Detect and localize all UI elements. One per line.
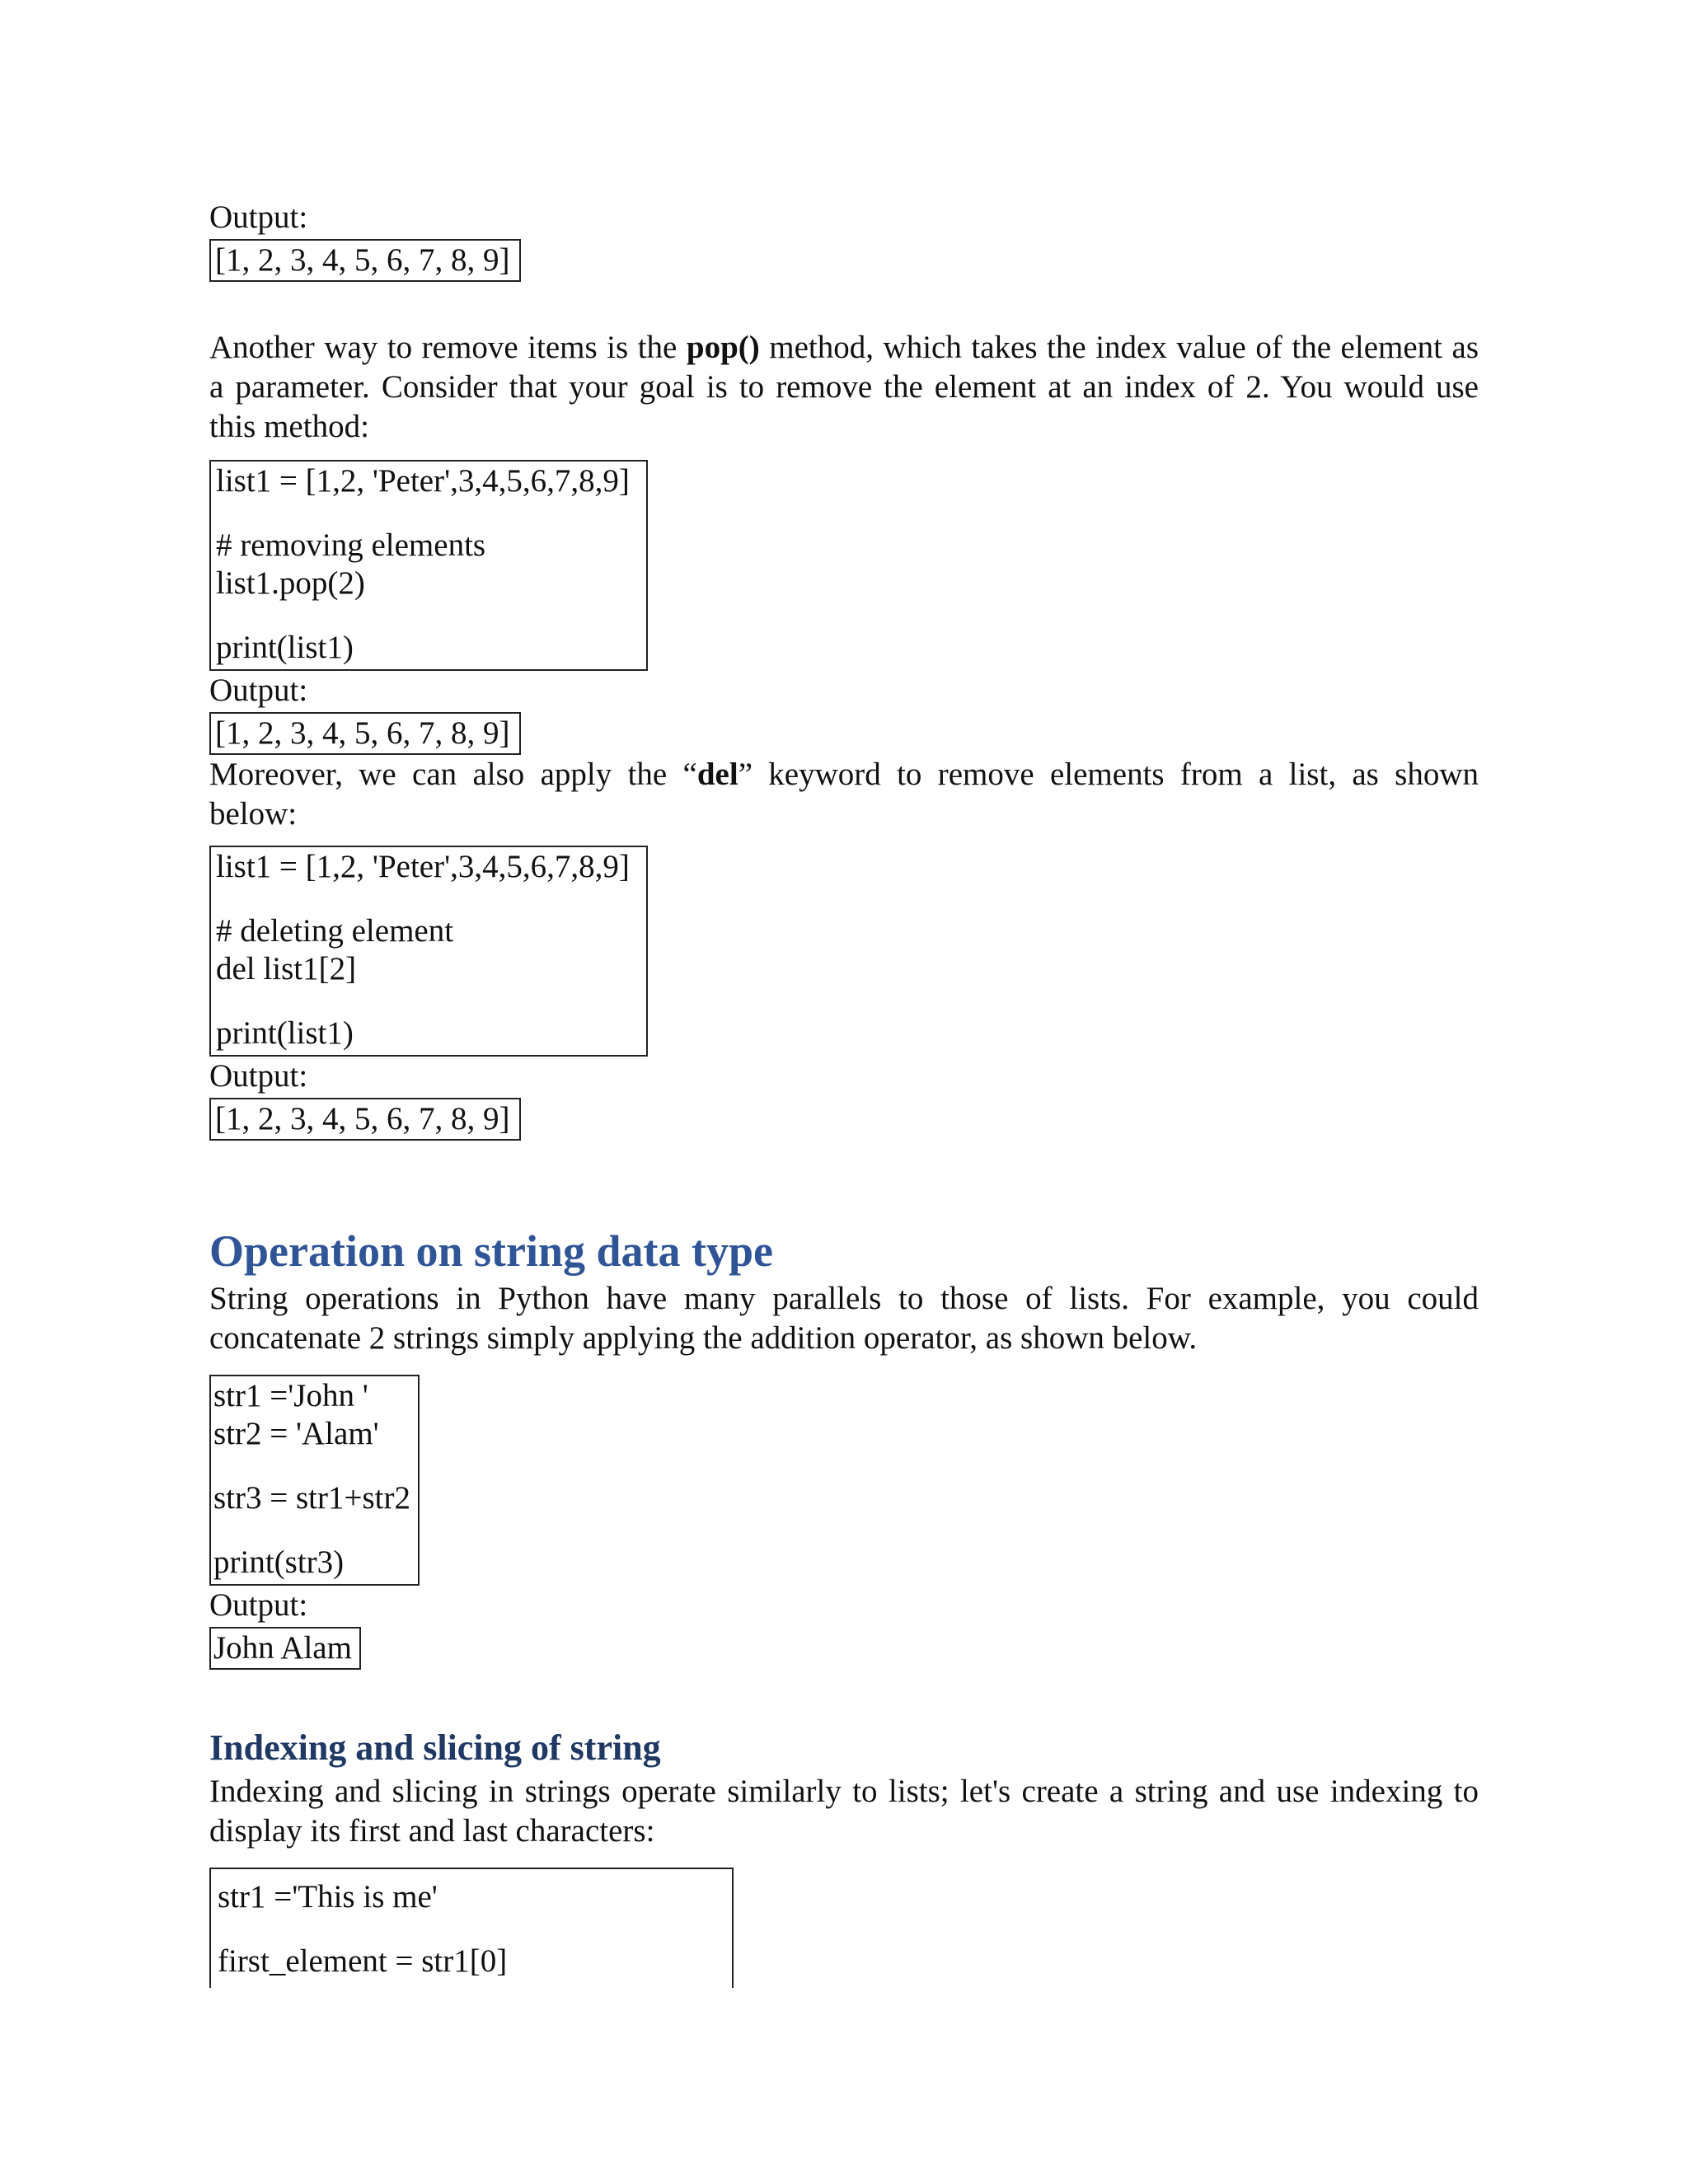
del-code-box — [209, 846, 648, 1057]
pop-para-text-b: method, which takes the index value of the element as — [759, 330, 1479, 365]
slicing-paragraph-line1: Indexing and slicing in strings operate similarly to lists; let's create a string and use indexing to — [209, 1774, 1479, 1809]
code-line: # deleting element — [216, 913, 454, 949]
output-label: Output: — [209, 1587, 308, 1623]
pop-code-box — [209, 460, 648, 671]
subsection-heading: Indexing and slicing of string — [209, 1727, 661, 1768]
output-value: [1, 2, 3, 4, 5, 6, 7, 8, 9] — [215, 1101, 510, 1137]
code-line: # removing elements — [216, 527, 486, 563]
code-line: print(list1) — [216, 630, 354, 665]
string-paragraph-line2: concatenate 2 strings simply applying the addition operator, as shown below. — [209, 1320, 1198, 1356]
del-paragraph-line1 — [209, 755, 1479, 794]
output-value: [1, 2, 3, 4, 5, 6, 7, 8, 9] — [215, 715, 510, 751]
output-box — [209, 239, 521, 282]
del-para-text-b: ” keyword to remove elements from a list, as shown — [738, 757, 1479, 792]
code-line: str2 = 'Alam' — [213, 1416, 379, 1451]
pop-method-name: pop() — [686, 330, 760, 365]
code-line: del list1[2] — [216, 951, 357, 987]
del-keyword: del — [696, 757, 738, 792]
code-line: first_element = str1[0] — [218, 1943, 508, 1979]
code-line: list1.pop(2) — [216, 565, 365, 601]
output-label: Output: — [209, 1058, 308, 1094]
code-line: list1 = [1,2, 'Peter',3,4,5,6,7,8,9] — [216, 463, 630, 499]
output-label: Output: — [209, 673, 308, 708]
code-line: list1 = [1,2, 'Peter',3,4,5,6,7,8,9] — [216, 849, 630, 884]
output-box — [209, 712, 521, 755]
string-code-box — [209, 1375, 420, 1586]
code-line: str1 ='John ' — [213, 1378, 368, 1413]
pop-paragraph-line2: a parameter. Consider that your goal is to remove the element at an index of 2. You would use — [209, 369, 1479, 405]
pop-para-text-a: Another way to remove items is the — [209, 330, 687, 365]
del-paragraph-line2: below: — [209, 796, 298, 832]
pop-paragraph-line1 — [209, 328, 1479, 368]
pop-paragraph-line3: this method: — [209, 409, 369, 444]
code-line: print(list1) — [216, 1015, 354, 1051]
output-value: John Alam — [213, 1630, 352, 1666]
output-label: Output: — [209, 199, 308, 235]
code-line: str1 ='This is me' — [218, 1879, 438, 1915]
code-line: str3 = str1+str2 — [213, 1480, 410, 1516]
slicing-code-box — [209, 1868, 734, 1988]
section-heading: Operation on string data type — [209, 1226, 774, 1276]
string-paragraph-line1: String operations in Python have many parallels to those of lists. For example, you could — [209, 1281, 1479, 1316]
output-box — [209, 1627, 361, 1670]
slicing-paragraph-line2: display its first and last characters: — [209, 1813, 655, 1849]
output-value: [1, 2, 3, 4, 5, 6, 7, 8, 9] — [215, 242, 510, 278]
code-line: print(str3) — [213, 1544, 345, 1580]
del-para-text-a: Moreover, we can also apply the “ — [209, 757, 697, 792]
output-box — [209, 1098, 521, 1141]
